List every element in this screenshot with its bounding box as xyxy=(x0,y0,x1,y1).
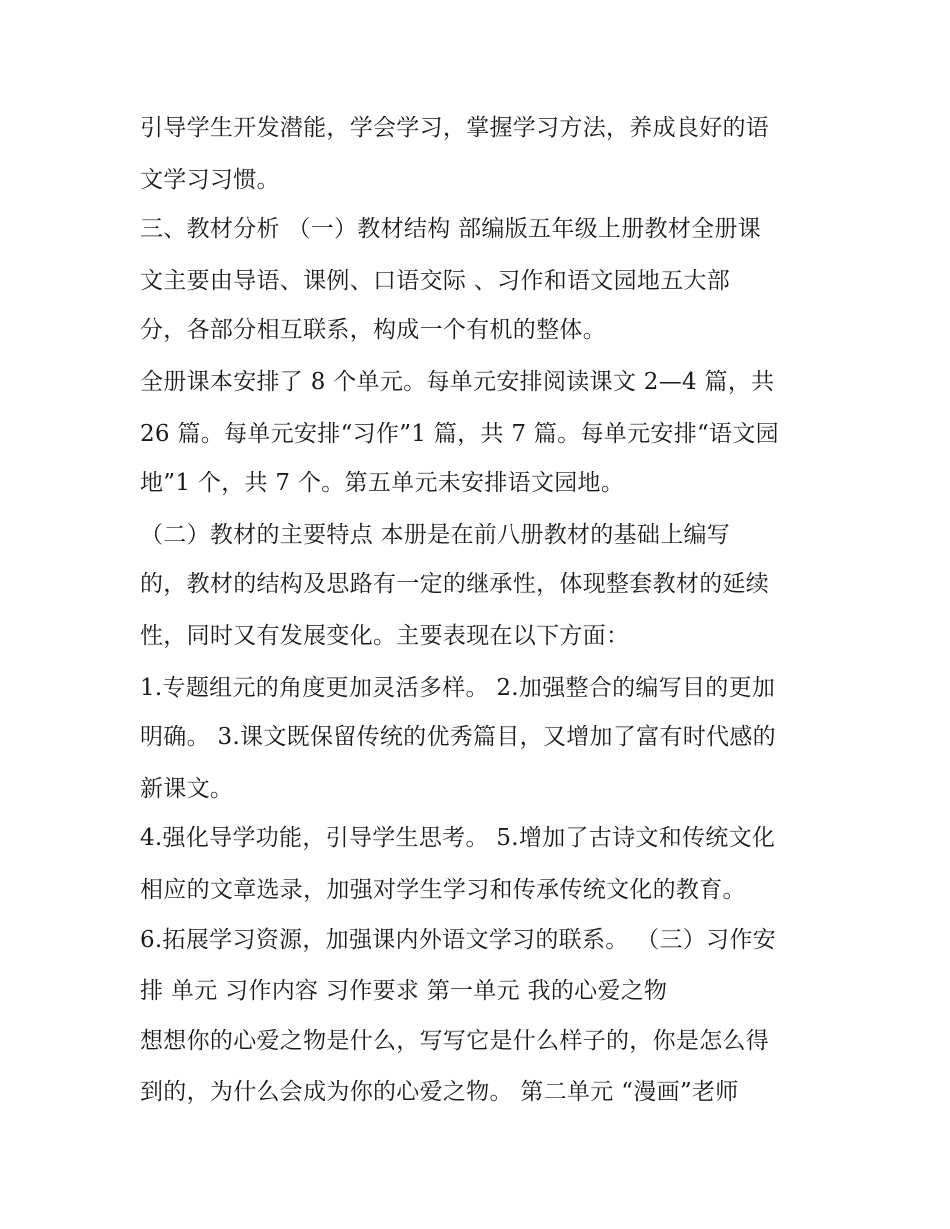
text-line: 分，各部分相互联系，构成一个有机的整体。 xyxy=(140,317,606,343)
text-line: 三、教材分析 （一）教材结构 部编版五年级上册教材全册课 xyxy=(140,216,762,242)
text-line: 到的，为什么会成为你的心爱之物。 第二单元 “漫画”老师 xyxy=(140,1079,739,1105)
text-line: 性，同时又有发展变化。主要表现在以下方面： xyxy=(140,623,630,649)
text-line: 明确。 3.课文既保留传统的优秀篇目，又增加了富有时代感的 xyxy=(140,724,776,750)
text-line: 26 篇。每单元安排“习作”1 篇，共 7 篇。每单元安排“语文园 xyxy=(140,421,779,447)
text-line: 相应的文章选录，加强对学生学习和传承传统文化的教育。 xyxy=(140,877,746,903)
text-line: 引导学生开发潜能，学会学习，掌握学习方法，养成良好的语 xyxy=(140,115,770,141)
text-line: 排 单元 习作内容 习作要求 第一单元 我的心爱之物 xyxy=(140,978,668,1004)
text-line: 地”1 个，共 7 个。第五单元未安排语文园地。 xyxy=(140,470,625,496)
text-line: （二）教材的主要特点 本册是在前八册教材的基础上编写 xyxy=(140,522,731,548)
text-line: 文主要由导语、课例、口语交际 、习作和语文园地五大部 xyxy=(140,268,731,294)
text-line: 文学习习惯。 xyxy=(140,167,280,193)
text-line: 1.专题组元的角度更加灵活多样。 2.加强整合的编写目的更加 xyxy=(140,675,776,701)
text-line: 新课文。 xyxy=(140,776,234,802)
text-line: 4.强化导学功能，引导学生思考。 5.增加了古诗文和传统文化 xyxy=(140,825,776,851)
text-line: 想想你的心爱之物是什么，写写它是什么样子的，你是怎么得 xyxy=(140,1028,770,1054)
text-line: 全册课本安排了 8 个单元。每单元安排阅读课文 2—4 篇，共 xyxy=(140,369,775,395)
text-line: 的，教材的结构及思路有一定的继承性，体现整套教材的延续 xyxy=(140,571,770,597)
text-line: 6.拓展学习资源，加强课内外语文学习的联系。 （三）习作安 xyxy=(140,927,776,953)
